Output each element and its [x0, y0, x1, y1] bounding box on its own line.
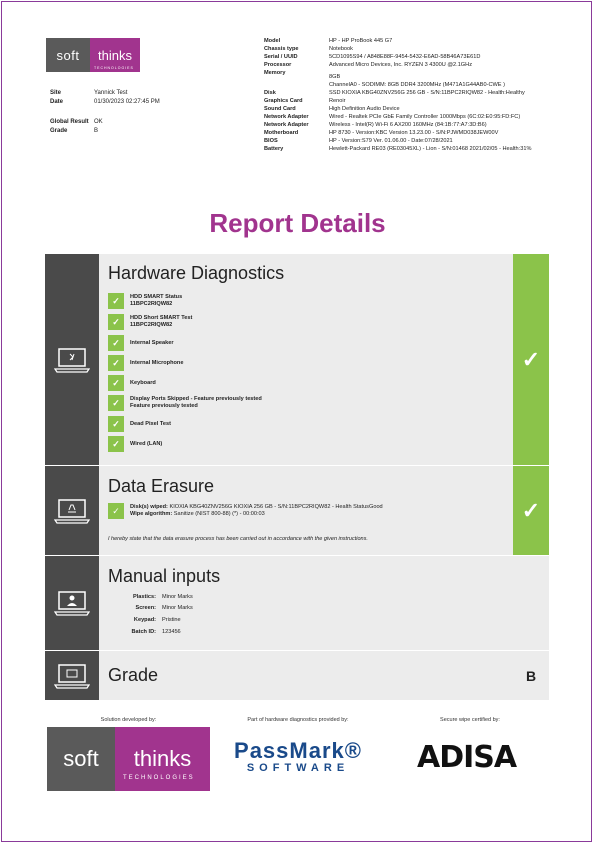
section-title: Data Erasure — [108, 476, 215, 496]
diagnostics-by-label: Part of hardware diagnostics provided by: — [247, 717, 349, 723]
check-item: ✓ Internal Microphone — [108, 355, 183, 371]
check-icon: ✓ — [108, 375, 124, 391]
check-icon: ✓ — [108, 314, 124, 330]
spec-row: Serial / UUID 5CD1095S94 / A848E88F-9454-5432-E6AD-58B46A73E61D — [264, 54, 481, 60]
check-icon: ✓ — [108, 335, 124, 351]
spec-row: ChannelA0 - SODIMM: 8GB DDR4 3200MHz (M471A1G44AB0-CWE ) — [329, 82, 505, 88]
spec-row: Sound Card High Definition Audio Device — [264, 106, 400, 112]
spec-row: Disk SSD KIOXIA KBG40ZNV256G 256 GB - S/N:11BPC2RIQW82 - Health:Healthy — [264, 90, 525, 96]
section-title: Grade — [108, 665, 159, 685]
data-erasure-section — [45, 466, 549, 556]
device-specs — [264, 37, 564, 153]
check-icon: ✓ — [108, 436, 124, 452]
spec-row: Network Adapter Wireless - Intel(R) Wi-Fi 6 AX200 160MHz (84:1B:77:A7:3D:B6) — [264, 122, 487, 128]
page-title: Report Details — [209, 208, 386, 238]
developed-by-label: Solution developed by: — [100, 717, 157, 723]
meta-date: Date 01/30/2023 02:27:45 PM — [50, 99, 160, 105]
spec-row: Chassis type Notebook — [264, 46, 353, 52]
passmark-logo: PassMark® SOFTWARE — [234, 738, 362, 774]
adisa-logo: ADISA — [417, 740, 517, 775]
spec-row: BIOS HP - Version:S79 Ver. 01.06.00 - Date:07/28/2021 — [264, 138, 453, 144]
check-icon: ✓ — [108, 416, 124, 432]
meta-grade: Grade B — [50, 128, 99, 134]
check-item: ✓ Display Ports Skipped - Feature previously tested Feature previously tested — [108, 395, 262, 411]
manual-inputs-section — [45, 556, 549, 651]
section-status-check: ✓ — [513, 254, 549, 465]
check-icon: ✓ — [108, 293, 124, 309]
check-icon: ✓ — [108, 503, 124, 519]
spec-row: Model HP - HP ProBook 445 G7 — [264, 38, 393, 44]
softthinks-logo: soft thinks TECHNOLOGIES — [46, 38, 140, 72]
manual-row: Batch ID: 123456 — [131, 629, 181, 635]
manual-row: Screen: Minor Marks — [135, 605, 193, 611]
meta-site: Site Yannick Test — [50, 90, 128, 96]
check-item: ✓ HDD Short SMART Test 11BPC2RIQW82 — [108, 314, 192, 330]
spec-row: Network Adapter Wired - Realtek PCIe GbE Family Controller 1000Mbps (6C:02:E0:95:FD:FC) — [264, 114, 521, 120]
laptop-grade-icon — [45, 651, 99, 700]
check-item: ✓ Keyboard — [108, 375, 156, 391]
spec-row: Graphics Card Renoir — [264, 98, 346, 104]
hardware-diagnostics-section — [45, 254, 549, 466]
check-icon: ✓ — [108, 395, 124, 411]
section-title: Hardware Diagnostics — [108, 263, 285, 283]
section-title: Manual inputs — [108, 566, 221, 586]
wipe-by-label: Secure wipe certified by: — [440, 717, 500, 723]
meta-global-result: Global Result OK — [50, 119, 103, 125]
check-item: ✓ Internal Speaker — [108, 335, 174, 351]
manual-row: Plastics: Minor Marks — [132, 594, 193, 600]
check-icon: ✓ — [108, 355, 124, 371]
section-status-empty — [513, 556, 549, 650]
spec-row: Memory 8GB — [264, 70, 341, 80]
softthinks-logo-large: soft thinks TECHNOLOGIES — [47, 727, 210, 791]
section-status-check: ✓ — [513, 466, 549, 555]
grade-value: B — [525, 667, 537, 684]
erasure-details: ✓ Disk(s) wiped: KIOXIA KBG40ZNV256G KIOXIA 256 GB - S/N:11BPC2RIQW82 - Health StatusGood Wipe algorithm: Sanitize (NIST 800-88) (*) - 00:00:03 — [108, 503, 383, 519]
erasure-statement: I hereby state that the data erasure process has been carried out in accordance with the given instructions. — [108, 536, 368, 542]
laptop-erase-icon — [45, 466, 99, 555]
spec-row: Motherboard HP 8730 - Version:KBC Version 13.23.00 - S/N:PJWMD038JEW00V — [264, 130, 499, 136]
check-item: ✓ HDD SMART Status 11BPC2RIQW82 — [108, 293, 182, 309]
spec-row: Processor Advanced Micro Devices, Inc. RYZEN 3 4300U @2.1GHz — [264, 62, 472, 68]
check-item: ✓ Dead Pixel Test — [108, 416, 171, 432]
grade-section — [45, 651, 549, 701]
laptop-user-icon — [45, 556, 99, 650]
manual-row: Keypad: Pristine — [133, 617, 181, 623]
spec-row: Battery Hewlett-Packard RE03 (RE03045XL) - Lion - S/N:01468 2021/02/05 - Health:31% — [264, 146, 532, 152]
laptop-diagnostics-icon — [45, 254, 99, 465]
check-item: ✓ Wired (LAN) — [108, 436, 162, 452]
